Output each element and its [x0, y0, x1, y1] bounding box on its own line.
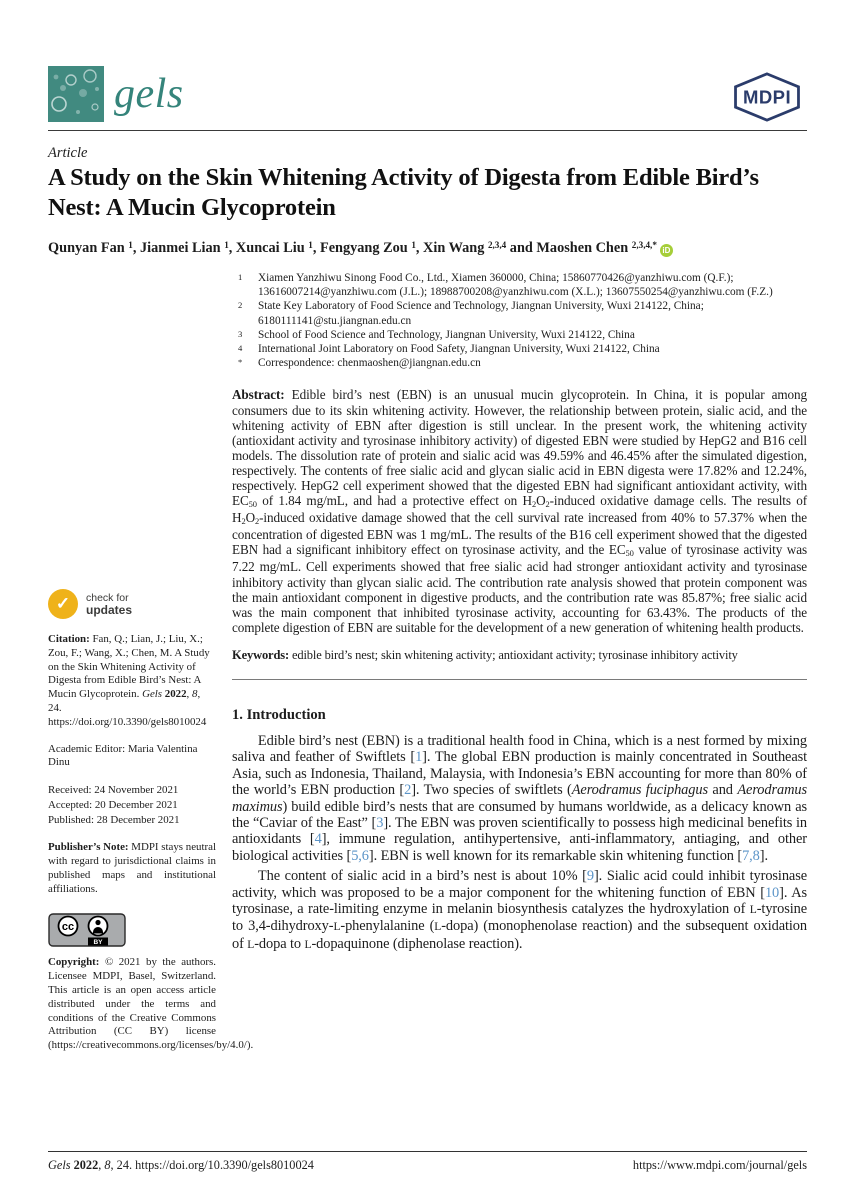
affiliation-row	[232, 328, 807, 342]
dates-block	[48, 783, 216, 828]
authors-text: Qunyan Fan $^1$, Jianmei Lian $^1$, Xuncai Liu $^1$, Fengyang Zou $^1$, Xin Wang $^{2,3,4}$ and Maoshen Chen $^{2,3,4,*}$	[48, 239, 657, 256]
page-title: A Study on the Skin Whitening Activity of Digesta from Edible Bird’s Nest: A Mucin Glycoprotein	[48, 164, 759, 221]
correspondence-text[interactable]: Correspondence: chenmaoshen@jiangnan.edu.cn	[258, 357, 481, 370]
by-label: BY	[93, 939, 103, 947]
affiliation-marker: 2	[238, 300, 243, 311]
citation-ref-link[interactable]: 2	[404, 782, 412, 799]
svg-text:MDPI: MDPI	[742, 86, 792, 108]
check-for-updates-badge[interactable]	[48, 588, 216, 620]
footer-journal-url[interactable]: https://www.mdpi.com/journal/gels	[632, 1158, 807, 1172]
abstract: Abstract: Edible bird’s nest (EBN) is an unusual mucin glycoprotein. In China, it is popular among consumers due to its skin whitening activity. However, the relationship between protein, sialic acid, and the whitening activity of EBN after digestion is still unclear. In the present work, the whitening activity (antioxidant activity and tyrosinase inhibitory activity) of digested EBN were studied by HepG2 and B16 cell models. The dissolution rate of protein and sialic acid was 49.59% and 46.45% after the simulated digestion, respectively. The contents of free sialic acid and glycan sialic acid in EBN digesta were 17.82% and 12.24%, respectively. HepG2 cell experiment showed that the digested EBN had significant antioxidant activity, with EC50 of 1.84 mg/mL, and had a protective effect on H2O2-induced oxidative damage cells. The results of H2O2-induced oxidative damage showed that the cell survival rate increased from 40% to 57.37% when the concentration of digested EBN was 1 mg/mL. The results of the B16 cell experiment showed that the digested EBN had a significant inhibitory effect on tyrosinase activity, and the EC50 value of tyrosinase activity was 7.22 mg/mL. Cell experiments showed that free sialic acid had stronger antioxidant activity and tyrosinase inhibitory activity than glycan sialic acid. The contribution rate analysis showed that protein component was the main antioxidant component in digestive products, and the contribution rate was 85.87%; free sialic acid was the main component that inhibited tyrosinase activity, accounting for 63.43%. The products of the complete digestion of EBN are suitable for the development of a new generation of whitening health products.	[232, 387, 808, 635]
article-type-label: Article	[48, 145, 88, 161]
citation-ref-link[interactable]: 4	[314, 831, 322, 848]
affiliation-marker: 4	[238, 343, 243, 354]
journal-name: gels	[114, 71, 184, 117]
correspondence-row	[232, 356, 807, 370]
intro-paragraph-2: The content of sialic acid in a bird’s nest is about 10% [9]. Sialic acid could inhibit tyrosinase activity, which was proposed to be a major component for the whitening function of EBN [10]. As tyrosinase, a rate-limiting enzyme in melanin biosynthesis catalyzes the hydroxylation of L-tyrosine to 3,4-dihydroxy-L-phenylalanine (L-dopa) (monophenolase reaction) and the subsequent oxidation of L-dopa to L-dopaquinone (diphenolase reaction).	[232, 868, 807, 952]
affiliation-row	[232, 271, 807, 299]
intro-paragraph-1: Edible bird’s nest (EBN) is a traditional health food in China, which is a nest formed by mixing saliva and feather of Swiftlets [1]. The global EBN production is mainly concentrated in Southeast Asia, such as Indonesia, Thailand, Malaysia, with Indonesia’s EBN accounting for more than 80% of the world’s EBN production [2]. Two species of swiftlets (Aerodramus fuciphagus and Aerodramus maximus) build edible bird’s nests that are consumed by humans worldwide, as a delicacy known as the “Caviar of the East” [3]. The EBN was proven scientifically to possess high medicinal benefits in antioxidants [4], immune regulation, antihypertensive, anti-inflammatory, antiaging, and other biological activities [5,6]. EBN is well known for its remarkable skin whitening function [7,8].	[232, 732, 808, 864]
affiliation-text: International Joint Laboratory on Food Safety, Jiangnan University, Wuxi 214122, China	[258, 343, 660, 356]
orcid-icon[interactable]: iD	[660, 244, 673, 257]
header-divider	[48, 130, 807, 131]
citation-block: Citation: Fan, Q.; Lian, J.; Liu, X.; Zou, F.; Wang, X.; Chen, M. A Study on the Skin Whitening Activity of Digesta from Edible Bird’s Nest: A Mucin Glycoprotein. Gels 2022, 8, 24. https://doi.org/10.3390/gels8010024	[48, 633, 210, 728]
copyright-block: Copyright: © 2021 by the authors. Licensee MDPI, Basel, Switzerland. This article is an open access article distributed under the terms and conditions of the Creative Commons Attribution (CC BY) license (https://creativecommons.org/licenses/by/4.0/).	[48, 956, 254, 1052]
citation-ref-link[interactable]: 7,8	[742, 847, 760, 864]
citation-ref-link[interactable]: 9	[586, 868, 594, 885]
academic-editor: Academic Editor: Maria Valentina Dinu	[48, 742, 198, 769]
affiliation-marker: 1	[238, 272, 243, 282]
citation-ref-link[interactable]: 5,6	[351, 847, 369, 864]
publisher-note: Publisher’s Note: MDPI stays neutral with regard to jurisdictional claims in published maps and institutional affiliations.	[48, 841, 216, 895]
main-column	[232, 271, 807, 953]
cc-by-license-badge[interactable]	[48, 913, 126, 947]
footer-divider	[48, 1151, 807, 1152]
check-for-updates-label: check for updates	[86, 591, 133, 617]
affiliations-list	[232, 271, 807, 370]
citation-ref-link[interactable]: 3	[376, 814, 384, 831]
footer-citation[interactable]: Gels 2022, 8, 24. https://doi.org/10.3390/gels8010024	[48, 1158, 314, 1172]
affiliation-text: School of Food Science and Technology, Jiangnan University, Wuxi 214122, China	[258, 328, 635, 341]
mdpi-logo[interactable]	[727, 72, 807, 122]
header	[48, 64, 807, 126]
citation-ref-link[interactable]: 1	[415, 749, 423, 766]
received-date: Received: 24 November 2021	[48, 784, 179, 797]
published-date: Published: 28 December 2021	[48, 814, 180, 827]
affiliation-text: State Key Laboratory of Food Science and Technology, Jiangnan University, Wuxi 214122, China; 6180111141@stu.jiangnan.edu.cn	[258, 300, 704, 327]
section-heading-introduction: 1. Introduction	[232, 706, 326, 723]
keywords: Keywords: edible bird’s nest; skin whitening activity; antioxidant activity; tyrosinase inhibitory activity	[232, 647, 738, 662]
correspondence-marker: *	[238, 357, 243, 368]
citation-ref-link[interactable]: 10	[764, 884, 780, 901]
svg-text:cc: cc	[61, 921, 75, 934]
affiliation-row	[232, 299, 807, 327]
affiliation-row	[232, 342, 807, 356]
section-divider	[232, 679, 807, 680]
affiliation-text: Xiamen Yanzhiwu Sinong Food Co., Ltd., Xiamen 360000, China; 15860770426@yanzhiwu.com (Q.F.); 13616007214@yanzhiwu.com (J.L.); 18988700208@yanzhiwu.com (X.L.); 13607550254@yanzhiwu.com (F.Z.)	[258, 272, 773, 299]
affiliation-marker: 3	[238, 328, 243, 339]
accepted-date: Accepted: 20 December 2021	[48, 799, 178, 812]
sidebar	[48, 588, 254, 1053]
check-icon	[48, 589, 78, 619]
authors-line	[48, 240, 805, 257]
journal-logo-icon	[48, 66, 104, 122]
